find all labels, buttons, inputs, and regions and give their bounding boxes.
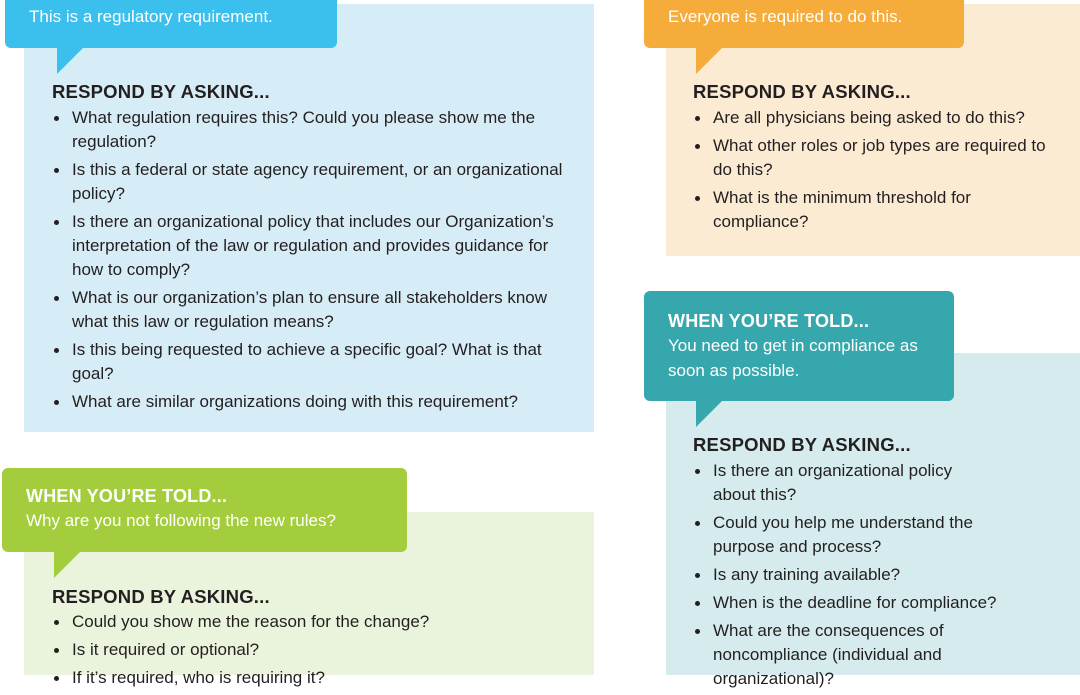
question-item: Is it required or optional? bbox=[52, 638, 572, 662]
told-text: Everyone is required to do this. bbox=[668, 7, 903, 26]
told-tag-regulatory bbox=[5, 0, 337, 48]
respond-heading: RESPOND BY ASKING... bbox=[693, 81, 911, 102]
told-text: You need to get in compliance as soon as possible. bbox=[668, 336, 918, 380]
question-item: Is there an organizational policy that includes our Organization’s interpretation of the law or regulation and provides guidance for how to comply? bbox=[52, 210, 572, 282]
question-item: What are the consequences of noncompliance (individual and organizational)? bbox=[693, 619, 1013, 691]
told-tag-new-rules bbox=[2, 468, 407, 552]
question-item: What is our organization’s plan to ensure all stakeholders know what this law or regulation means? bbox=[52, 286, 572, 334]
question-item: Is any training available? bbox=[693, 563, 1013, 587]
told-text: Why are you not following the new rules? bbox=[26, 511, 336, 530]
question-item: What is the minimum threshold for compliance? bbox=[693, 186, 1053, 234]
question-list-everyone bbox=[693, 106, 1053, 238]
question-list-compliance bbox=[693, 459, 1013, 695]
told-tag-everyone bbox=[644, 0, 964, 48]
told-tag-compliance bbox=[644, 291, 954, 401]
question-item: When is the deadline for compliance? bbox=[693, 591, 1013, 615]
told-heading: WHEN YOU’RE TOLD... bbox=[668, 311, 870, 331]
question-item: Could you show me the reason for the change? bbox=[52, 610, 572, 634]
told-text: This is a regulatory requirement. bbox=[29, 7, 273, 26]
question-item: Are all physicians being asked to do this? bbox=[693, 106, 1053, 130]
told-heading: WHEN YOU’RE TOLD... bbox=[26, 486, 228, 506]
question-list-regulatory bbox=[52, 106, 572, 418]
question-item: Could you help me understand the purpose and process? bbox=[693, 511, 1013, 559]
question-list-new-rules bbox=[52, 610, 572, 694]
question-item: Is this being requested to achieve a specific goal? What is that goal? bbox=[52, 338, 572, 386]
respond-heading: RESPOND BY ASKING... bbox=[52, 81, 270, 102]
question-item: What are similar organizations doing with this requirement? bbox=[52, 390, 572, 414]
question-item: If it’s required, who is requiring it? bbox=[52, 666, 572, 690]
question-item: What other roles or job types are required to do this? bbox=[693, 134, 1053, 182]
respond-heading: RESPOND BY ASKING... bbox=[693, 434, 911, 455]
question-item: Is this a federal or state agency requirement, or an organizational policy? bbox=[52, 158, 572, 206]
question-item: Is there an organizational policy about this? bbox=[693, 459, 1013, 507]
question-item: What regulation requires this? Could you please show me the regulation? bbox=[52, 106, 572, 154]
respond-heading: RESPOND BY ASKING... bbox=[52, 586, 270, 607]
